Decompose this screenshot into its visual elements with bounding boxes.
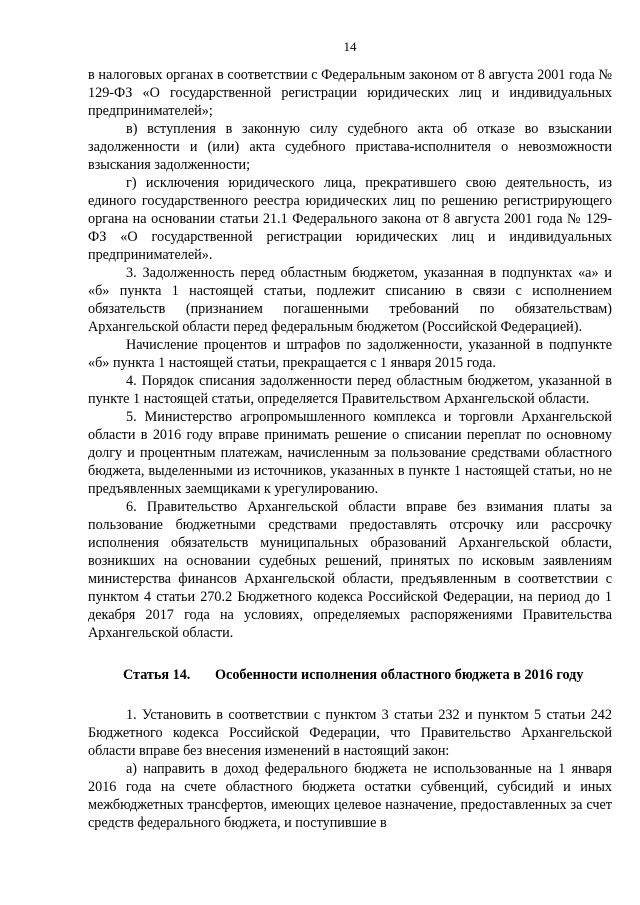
paragraph: 4. Порядок списания задолженности перед областным бюджетом, указанной в пункте 1 настоящей статьи, определяется Правительством Архангельской области.: [88, 373, 612, 407]
paragraph: 6. Правительство Архангельской области вправе без взимания платы за пользование бюджетными средствами предоставлять отсрочку или рассрочку исполнения обязательств муниципальных образований Архангельской области, возникших на основании судебных решений, принятых по исковым заявлениям министерства финансов Архангельской области, предъявленным в соответствии с пунктом 4 статьи 270.2 Бюджетного кодекса Российской Федерации, на период до 1 декабря 2017 года на условиях, определяемых распоряжениями Правительства Архангельской области.: [88, 499, 612, 641]
article-number: Статья 14.: [123, 667, 191, 683]
paragraph: 1. Установить в соответствии с пунктом 3 статьи 232 и пунктом 5 статьи 242 Бюджетного кодекса Российской Федерации, что Правительство Архангельской области вправе без внесения изменений в настоящий закон:: [88, 707, 612, 759]
paragraph: в) вступления в законную силу судебного акта об отказе во взыскании задолженности и (или) акта судебного пристава-исполнителя о невозможности взыскания задолженности;: [88, 121, 612, 173]
paragraph: 5. Министерство агропромышленного комплекса и торговли Архангельской области в 2016 году вправе принимать решение о списании переплат по основному долгу и процентным платежам, начисленным за пользование средствами областного бюджета, выделенными из источников, указанных в пункте 1 настоящей статьи, но не предъявленных заемщиками к урегулированию.: [88, 409, 612, 497]
paragraph: а) направить в доход федерального бюджета не использованные на 1 января 2016 года на счете областного бюджета остатки субвенций, субсидий и иных межбюджетных трансфертов, имеющих целевое назначение, предоставленных за счет средств федерального бюджета, и поступившие в: [88, 761, 612, 831]
paragraph: Начисление процентов и штрафов по задолженности, указанной в подпункте «б» пункта 1 настоящей статьи, прекращается с 1 января 2015 года.: [88, 337, 612, 371]
page-number: 14: [343, 39, 357, 54]
paragraph: 3. Задолженность перед областным бюджетом, указанная в подпунктах «а» и «б» пункта 1 настоящей статьи, подлежит списанию в связи с исполнением обязательств (признанием погашенными требований по обязательствам) Архангельской области перед федеральным бюджетом (Российской Федерацией).: [88, 265, 612, 335]
document-body-bottom: [88, 706, 612, 832]
paragraph: г) исключения юридического лица, прекратившего свою деятельность, из единого государственного реестра юридических лиц по решению регистрирующего органа на основании статьи 21.1 Федерального закона от 8 августа 2001 года № 129-ФЗ «О государственной регистрации юридических лиц и индивидуальных предпринимателей».: [88, 175, 612, 263]
article-title: Особенности исполнения областного бюджета в 2016 году: [215, 667, 584, 683]
paragraph: в налоговых органах в соответствии с Федеральным законом от 8 августа 2001 года № 129-ФЗ «О государственной регистрации юридических лиц и индивидуальных предпринимателей»;: [88, 67, 612, 119]
document-body-top: [88, 66, 612, 642]
article-heading: [88, 666, 612, 684]
